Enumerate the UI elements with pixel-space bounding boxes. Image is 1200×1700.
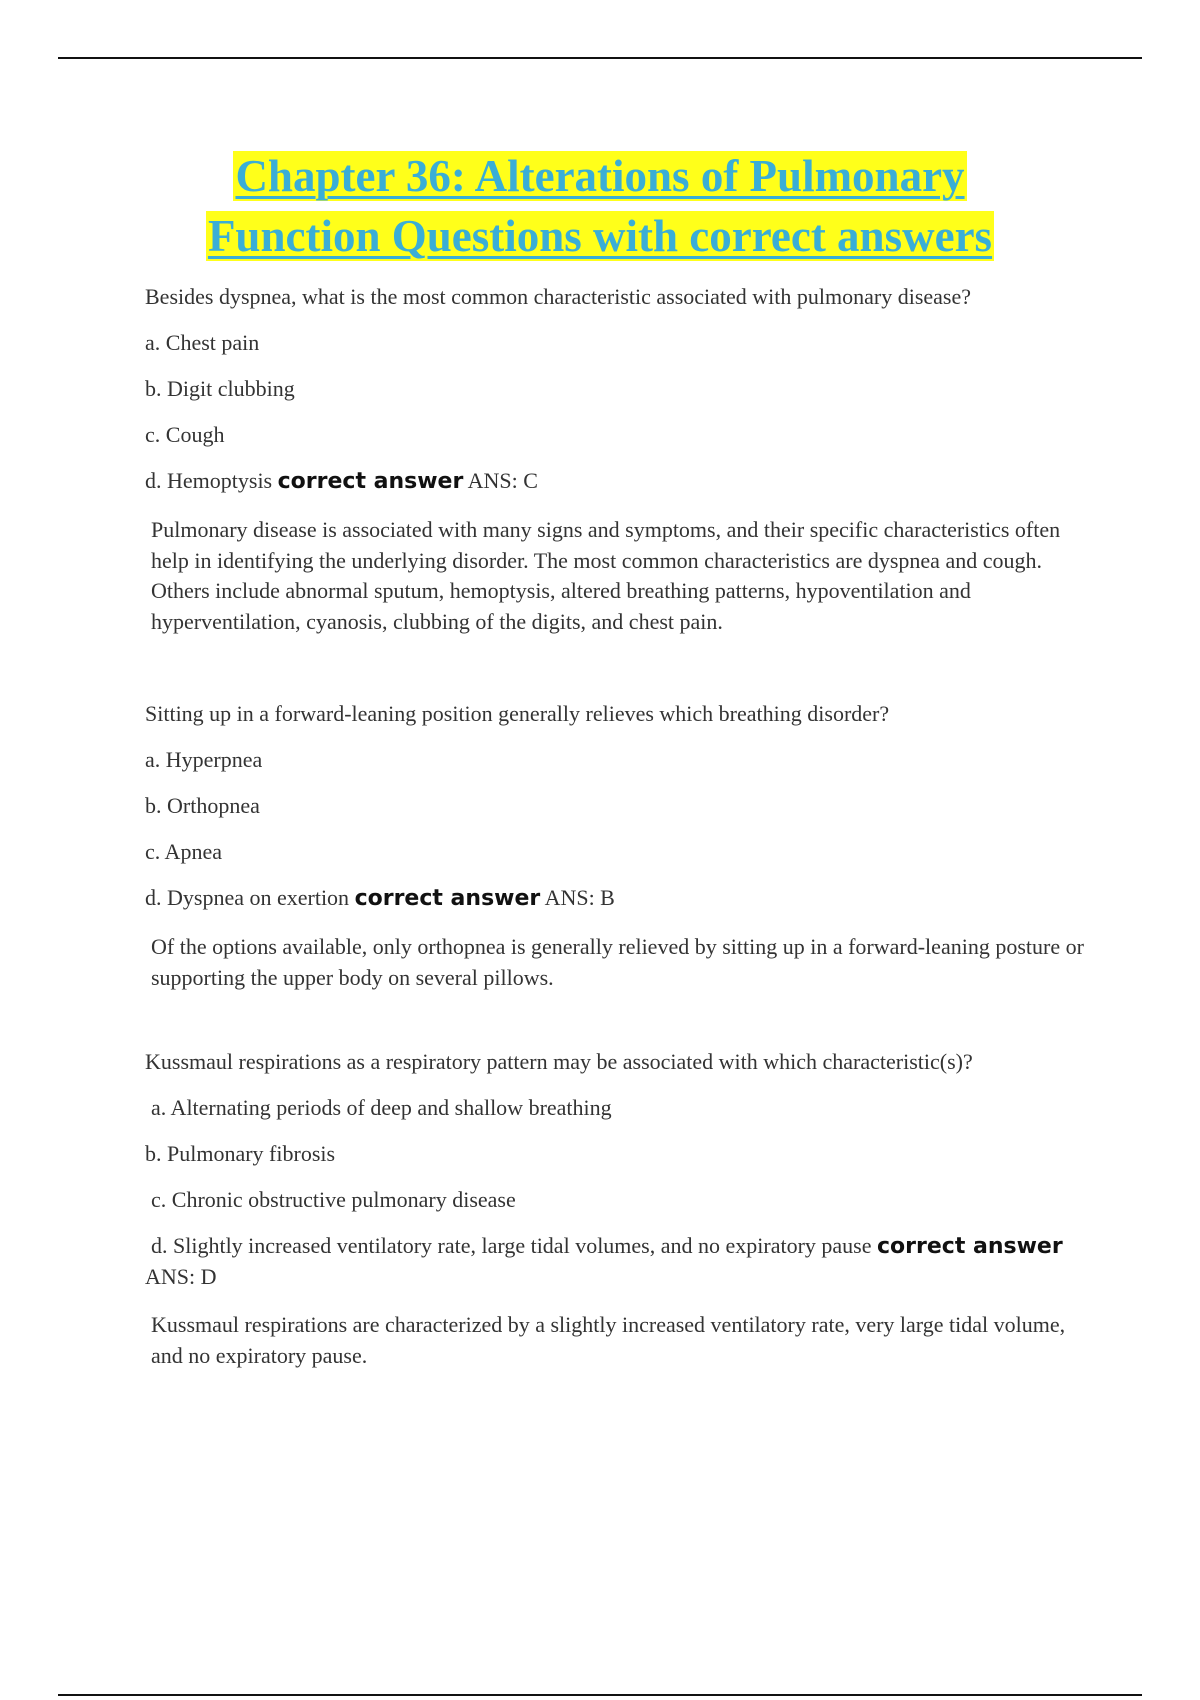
option-c: c. Apnea — [145, 839, 222, 864]
question-block-1 — [145, 282, 1085, 637]
option-d: d. Slightly increased ventilatory rate, large tidal volumes, and no expiratory pause — [151, 1233, 872, 1258]
answer-line — [145, 466, 1085, 497]
title-line-1: Chapter 36: Alterations of Pulmonary — [235, 151, 965, 201]
rationale-text: Pulmonary disease is associated with many signs and symptoms, and their specific characteristics often help in identifying the underlying disorder. The most common characteristics are dyspnea and cough. Others include abnormal sputum, hemoptysis, altered breathing patterns, hypoventilation and hyperventilation, cyanosis, clubbing of the digits, and chest pain. — [151, 517, 1061, 634]
option-a: a. Alternating periods of deep and shallow breathing — [151, 1095, 612, 1120]
answer-key: ANS: C — [467, 468, 538, 493]
option-a: a. Chest pain — [145, 330, 260, 355]
title-line-2: Function Questions with correct answers — [207, 211, 993, 261]
option-d: d. Hemoptysis — [145, 468, 273, 493]
question-stem: Kussmaul respirations as a respiratory pattern may be associated with which characteristic(s)? — [145, 1049, 973, 1074]
question-block-2 — [145, 699, 1085, 993]
answer-line — [145, 1231, 1085, 1292]
rationale-text: Kussmaul respirations are characterized by a slightly increased ventilatory rate, very large tidal volume, and no expiratory pause. — [151, 1312, 1066, 1368]
correct-answer-label: correct answer — [877, 1234, 1063, 1259]
correct-answer-label: correct answer — [354, 886, 541, 911]
spacer — [145, 637, 1085, 699]
page-title — [100, 146, 1100, 266]
option-a: a. Hyperpnea — [145, 747, 263, 772]
top-rule — [58, 57, 1142, 59]
correct-answer-label: correct answer — [277, 469, 464, 494]
rationale — [145, 515, 1085, 637]
question-list — [145, 282, 1085, 1371]
answer-key: ANS: D — [145, 1264, 217, 1289]
answer-key: ANS: B — [544, 885, 615, 910]
option-b: b. Pulmonary fibrosis — [145, 1141, 336, 1166]
option-b: b. Digit clubbing — [145, 376, 295, 401]
option-c: c. Chronic obstructive pulmonary disease — [151, 1187, 516, 1212]
question-block-3 — [145, 1047, 1085, 1371]
question-stem: Besides dyspnea, what is the most common characteristic associated with pulmonary disease? — [145, 284, 971, 309]
spacer — [145, 993, 1085, 1047]
answer-line — [145, 883, 1085, 914]
rationale — [145, 1310, 1085, 1371]
option-b: b. Orthopnea — [145, 793, 260, 818]
option-c: c. Cough — [145, 422, 225, 447]
question-stem: Sitting up in a forward-leaning position generally relieves which breathing disorder? — [145, 701, 890, 726]
option-d: d. Dyspnea on exertion — [145, 885, 350, 910]
rationale — [145, 932, 1085, 993]
bottom-rule — [58, 1694, 1142, 1696]
rationale-text: Of the options available, only orthopnea is generally relieved by sitting up in a forward-leaning posture or supporting the upper body on several pillows. — [151, 934, 1084, 990]
